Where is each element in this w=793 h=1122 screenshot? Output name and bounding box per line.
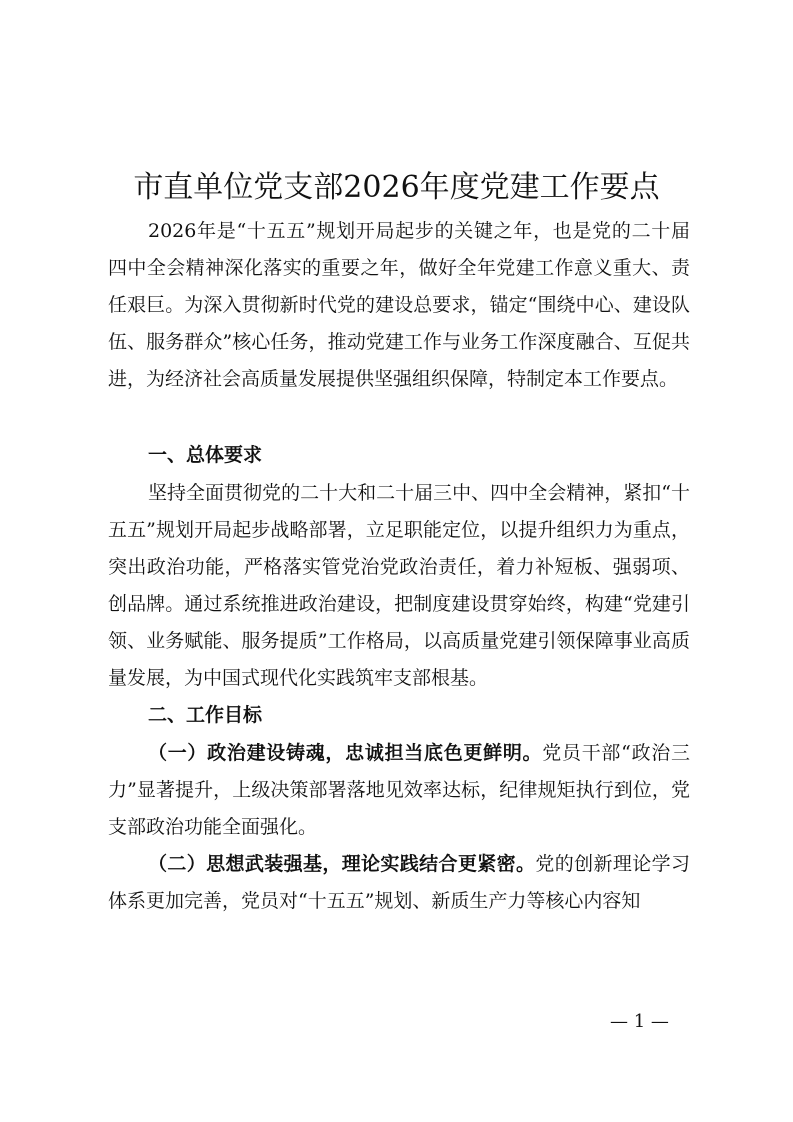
goal-item-2 [108,846,690,920]
page-number: — 1 — [610,1011,669,1032]
section-heading-general-requirements: 一、总体要求 [148,444,263,466]
document-title: 市直单位党支部2026年度党建工作要点 [133,170,660,206]
general-requirements-paragraph: 坚持全面贯彻党的二十大和二十届三中、四中全会精神，紧扣“十五五”规划开局起步战略部署，立足职能定位，以提升组织力为重点，突出政治功能，严格落实管党治党政治责任，着力补短板、强弱项、创品牌。通过系统推进政治建设，把制度建设贯穿始终，构建“党建引领、业务赋能、服务提质”工作格局，以高质量党建引领保障事业高质量发展，为中国式现代化实践筑牢支部根基。 [108,482,690,689]
goal-item-2-body: 党的创新理论学习体系更加完善，党员对“十五五”规划、新质生产力等核心内容知 [108,853,690,912]
section-heading-work-goals: 二、工作目标 [148,704,263,726]
goal-item-1-lead: （一）政治建设铸魂，忠诚担当底色更鲜明。 [148,742,543,764]
goal-item-2-lead: （二）思想武装强基，理论实践结合更紧密。 [148,853,536,875]
intro-paragraph: 2026年是“十五五”规划开局起步的关键之年，也是党的二十届四中全会精神深化落实的重要之年，做好全年党建工作意义重大、责任艰巨。为深入贯彻新时代党的建设总要求，锚定“围绕中心、建设队伍、服务群众”核心任务，推动党建工作与业务工作深度融合、互促共进，为经济社会高质量发展提供坚强组织保障，特制定本工作要点。 [108,220,690,390]
goal-item-1-body: 党员干部“政治三力”显著提升，上级决策部署落地见效率达标，纪律规矩执行到位，党支部政治功能全面强化。 [108,742,690,838]
goal-item-1 [108,735,690,846]
